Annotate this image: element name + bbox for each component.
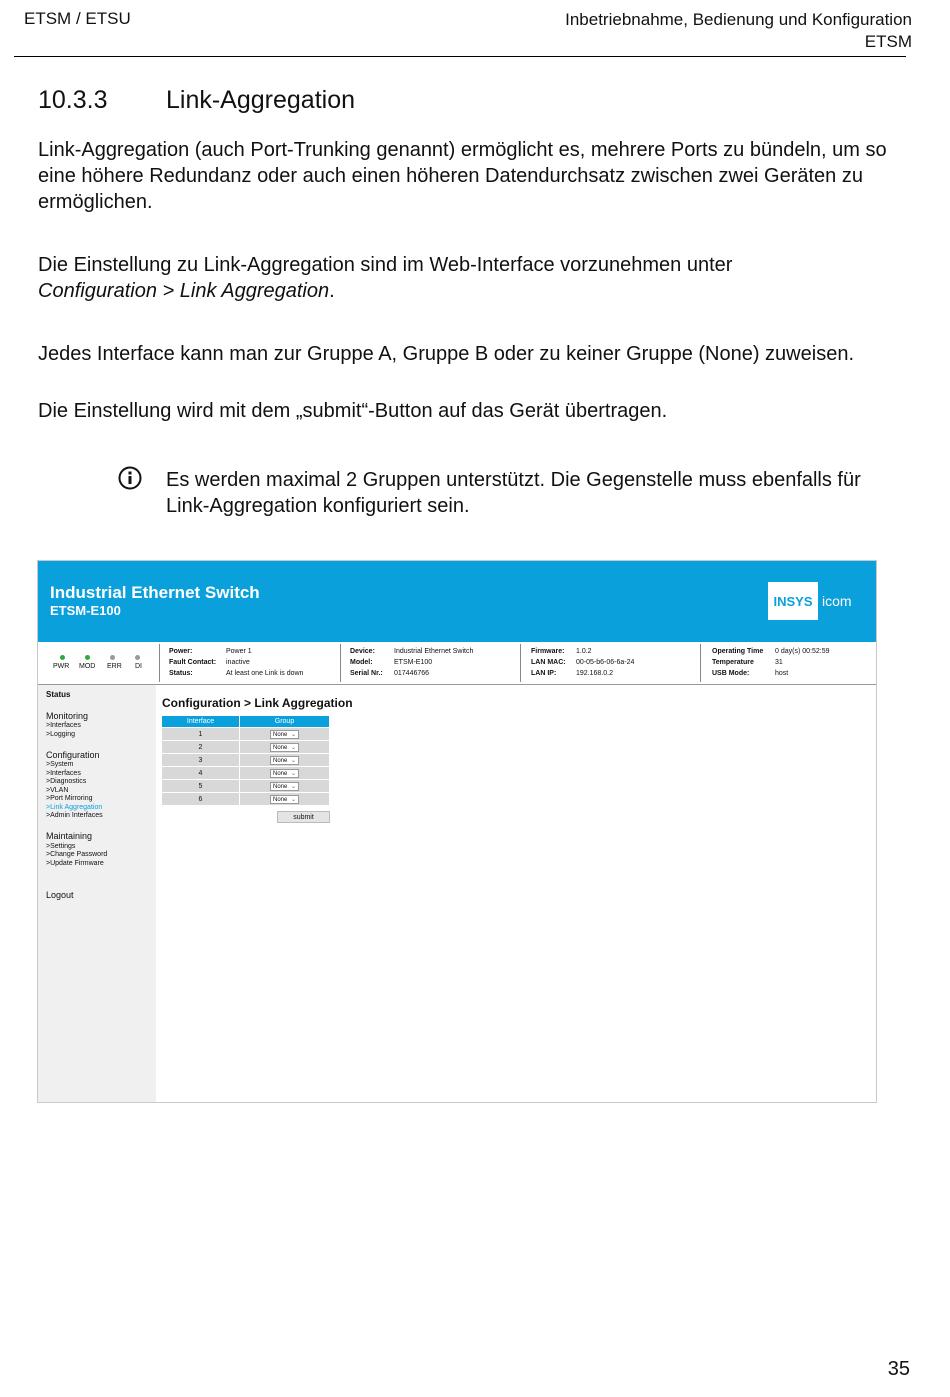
sidebar-item-diagnostics[interactable]: >Diagnostics: [46, 778, 87, 785]
p2-text: Die Einstellung zu Link-Aggregation sind im Web-Interface vorzunehmen unter: [38, 254, 733, 276]
chevron-down-icon: ⌄: [290, 770, 296, 777]
led-pwr-icon: [60, 655, 65, 660]
sidebar-heading-monitoring[interactable]: Monitoring: [46, 711, 89, 721]
interface-number: 3: [162, 754, 240, 766]
temperature-value: 31: [775, 659, 783, 666]
temperature-key: Temperature: [712, 659, 754, 666]
col-interface-header: Interface: [162, 716, 240, 727]
divider: [340, 644, 341, 682]
group-select[interactable]: [270, 782, 299, 791]
group-select-value: None: [273, 796, 288, 803]
header-left: ETSM / ETSU: [24, 9, 131, 28]
sidebar-item-logout[interactable]: Logout: [46, 890, 74, 900]
sidebar-item-interfaces[interactable]: >Interfaces: [46, 722, 81, 729]
table-row: [162, 780, 329, 792]
group-select[interactable]: [270, 743, 299, 752]
serial-value: 017446766: [394, 670, 430, 677]
interface-number: 4: [162, 767, 240, 779]
fault-key: Fault Contact:: [169, 659, 217, 666]
firmware-key: Firmware:: [531, 648, 565, 655]
optime-value: 0 day(s) 00:52:59: [775, 648, 830, 655]
chevron-down-icon: ⌄: [290, 783, 296, 790]
section-title: Link-Aggregation: [166, 86, 356, 114]
led-di-label: DI: [135, 663, 142, 670]
mac-value: 00-05-b6-06-6a-24: [576, 659, 635, 666]
page-title: Configuration > Link Aggregation: [162, 696, 353, 710]
logo-box: INSYS: [768, 582, 818, 620]
device-key: Device:: [350, 648, 375, 655]
group-select-value: None: [273, 744, 288, 751]
sidebar-item-config-interfaces[interactable]: >Interfaces: [46, 770, 81, 777]
header-right-line1: Inbetriebnahme, Bedienung und Konfiguration: [565, 10, 912, 29]
note-text: Es werden maximal 2 Gruppen unterstützt. Die Gegenstelle muss ebenfalls für Link-Aggregation konfiguriert sein.: [166, 469, 861, 517]
group-select-value: None: [273, 757, 288, 764]
firmware-value: 1.0.2: [576, 648, 592, 655]
model-value: ETSM-E100: [394, 659, 433, 666]
banner: [38, 561, 876, 642]
group-select-value: None: [273, 783, 288, 790]
paragraph-intro: Link-Aggregation (auch Port-Trunking genannt) ermöglicht es, mehrere Ports zu bündeln, um so eine höhere Redundanz oder auch einen höheren Datendurchsatz zwischen zwei Geräten zu ermöglichen.: [38, 139, 887, 213]
led-pwr-label: PWR: [53, 663, 70, 670]
group-select[interactable]: [270, 795, 299, 804]
status-bar: [38, 642, 876, 685]
insys-icom-logo: [768, 582, 856, 620]
table-row: [162, 754, 329, 766]
chevron-down-icon: ⌄: [290, 731, 296, 738]
status-value: At least one Link is down: [226, 670, 304, 677]
paragraph-webinterface: [38, 252, 898, 304]
table-row: [162, 793, 329, 805]
p2-end: .: [329, 280, 335, 302]
paragraph-submit: Die Einstellung wird mit dem „submit“-Button auf das Gerät übertragen.: [38, 400, 668, 422]
chevron-down-icon: ⌄: [290, 744, 296, 751]
product-title: Industrial Ethernet Switch: [50, 583, 260, 602]
table-row: [162, 728, 329, 740]
led-mod-label: MOD: [79, 663, 96, 670]
table-row: [162, 741, 329, 753]
submit-button[interactable]: submit: [277, 811, 330, 823]
group-select-value: None: [273, 731, 288, 738]
usb-key: USB Mode:: [712, 670, 750, 677]
sidebar-item-vlan[interactable]: >VLAN: [46, 787, 69, 794]
sidebar-item-settings[interactable]: >Settings: [46, 843, 76, 850]
model-key: Model:: [350, 659, 373, 666]
interface-number: 1: [162, 728, 240, 740]
page-number: 35: [887, 1358, 910, 1380]
group-select[interactable]: [270, 769, 299, 778]
mac-key: LAN MAC:: [531, 659, 566, 666]
header-right: [565, 9, 912, 53]
web-interface-screenshot: [37, 560, 877, 1103]
sidebar-item-status[interactable]: Status: [46, 690, 71, 699]
power-value: Power 1: [226, 648, 252, 655]
sidebar-nav: [38, 685, 156, 1102]
device-value: Industrial Ethernet Switch: [394, 648, 474, 655]
led-mod-icon: [85, 655, 90, 660]
sidebar-item-admin-interfaces[interactable]: >Admin Interfaces: [46, 812, 103, 819]
sidebar-item-system[interactable]: >System: [46, 761, 74, 768]
led-err-label: ERR: [107, 663, 122, 670]
group-select[interactable]: [270, 730, 299, 739]
led-err-icon: [110, 655, 115, 660]
interface-number: 5: [162, 780, 240, 792]
sidebar-item-update-firmware[interactable]: >Update Firmware: [46, 860, 104, 867]
col-group-header: Group: [240, 716, 329, 727]
sidebar-item-link-aggregation[interactable]: >Link Aggregation: [46, 804, 103, 811]
group-select[interactable]: [270, 756, 299, 765]
serial-key: Serial Nr.:: [350, 670, 383, 677]
interface-number: 2: [162, 741, 240, 753]
section-number: 10.3.3: [38, 86, 108, 114]
interface-number: 6: [162, 793, 240, 805]
sidebar-heading-maintaining[interactable]: Maintaining: [46, 831, 93, 841]
status-key: Status:: [169, 670, 193, 677]
p2-italic-path: Configuration > Link Aggregation: [38, 280, 330, 302]
header-right-line2: ETSM: [864, 32, 912, 51]
sidebar-item-port-mirroring[interactable]: >Port Mirroring: [46, 795, 93, 802]
header-rule: [14, 56, 906, 57]
paragraph-groups: Jedes Interface kann man zur Gruppe A, Gruppe B oder zu keiner Gruppe (None) zuweisen.: [38, 343, 854, 365]
sidebar-heading-configuration[interactable]: Configuration: [46, 750, 100, 760]
chevron-down-icon: ⌄: [290, 757, 296, 764]
group-select-value: None: [273, 770, 288, 777]
led-di-icon: [135, 655, 140, 660]
logo-text: icom: [822, 593, 852, 609]
sidebar-item-change-password[interactable]: >Change Password: [46, 851, 108, 858]
sidebar-item-logging[interactable]: >Logging: [46, 731, 76, 738]
info-icon: [118, 466, 142, 490]
fault-value: inactive: [226, 659, 250, 666]
usb-value: host: [775, 670, 789, 677]
product-model: ETSM-E100: [50, 603, 121, 618]
link-aggregation-table: [162, 715, 329, 806]
table-row: [162, 767, 329, 779]
divider: [159, 644, 160, 682]
ip-key: LAN IP:: [531, 670, 557, 677]
ip-value: 192.168.0.2: [576, 670, 613, 677]
chevron-down-icon: ⌄: [290, 796, 296, 803]
divider: [700, 644, 701, 682]
optime-key: Operating Time: [712, 648, 764, 655]
power-key: Power:: [169, 648, 193, 655]
divider: [520, 644, 521, 682]
